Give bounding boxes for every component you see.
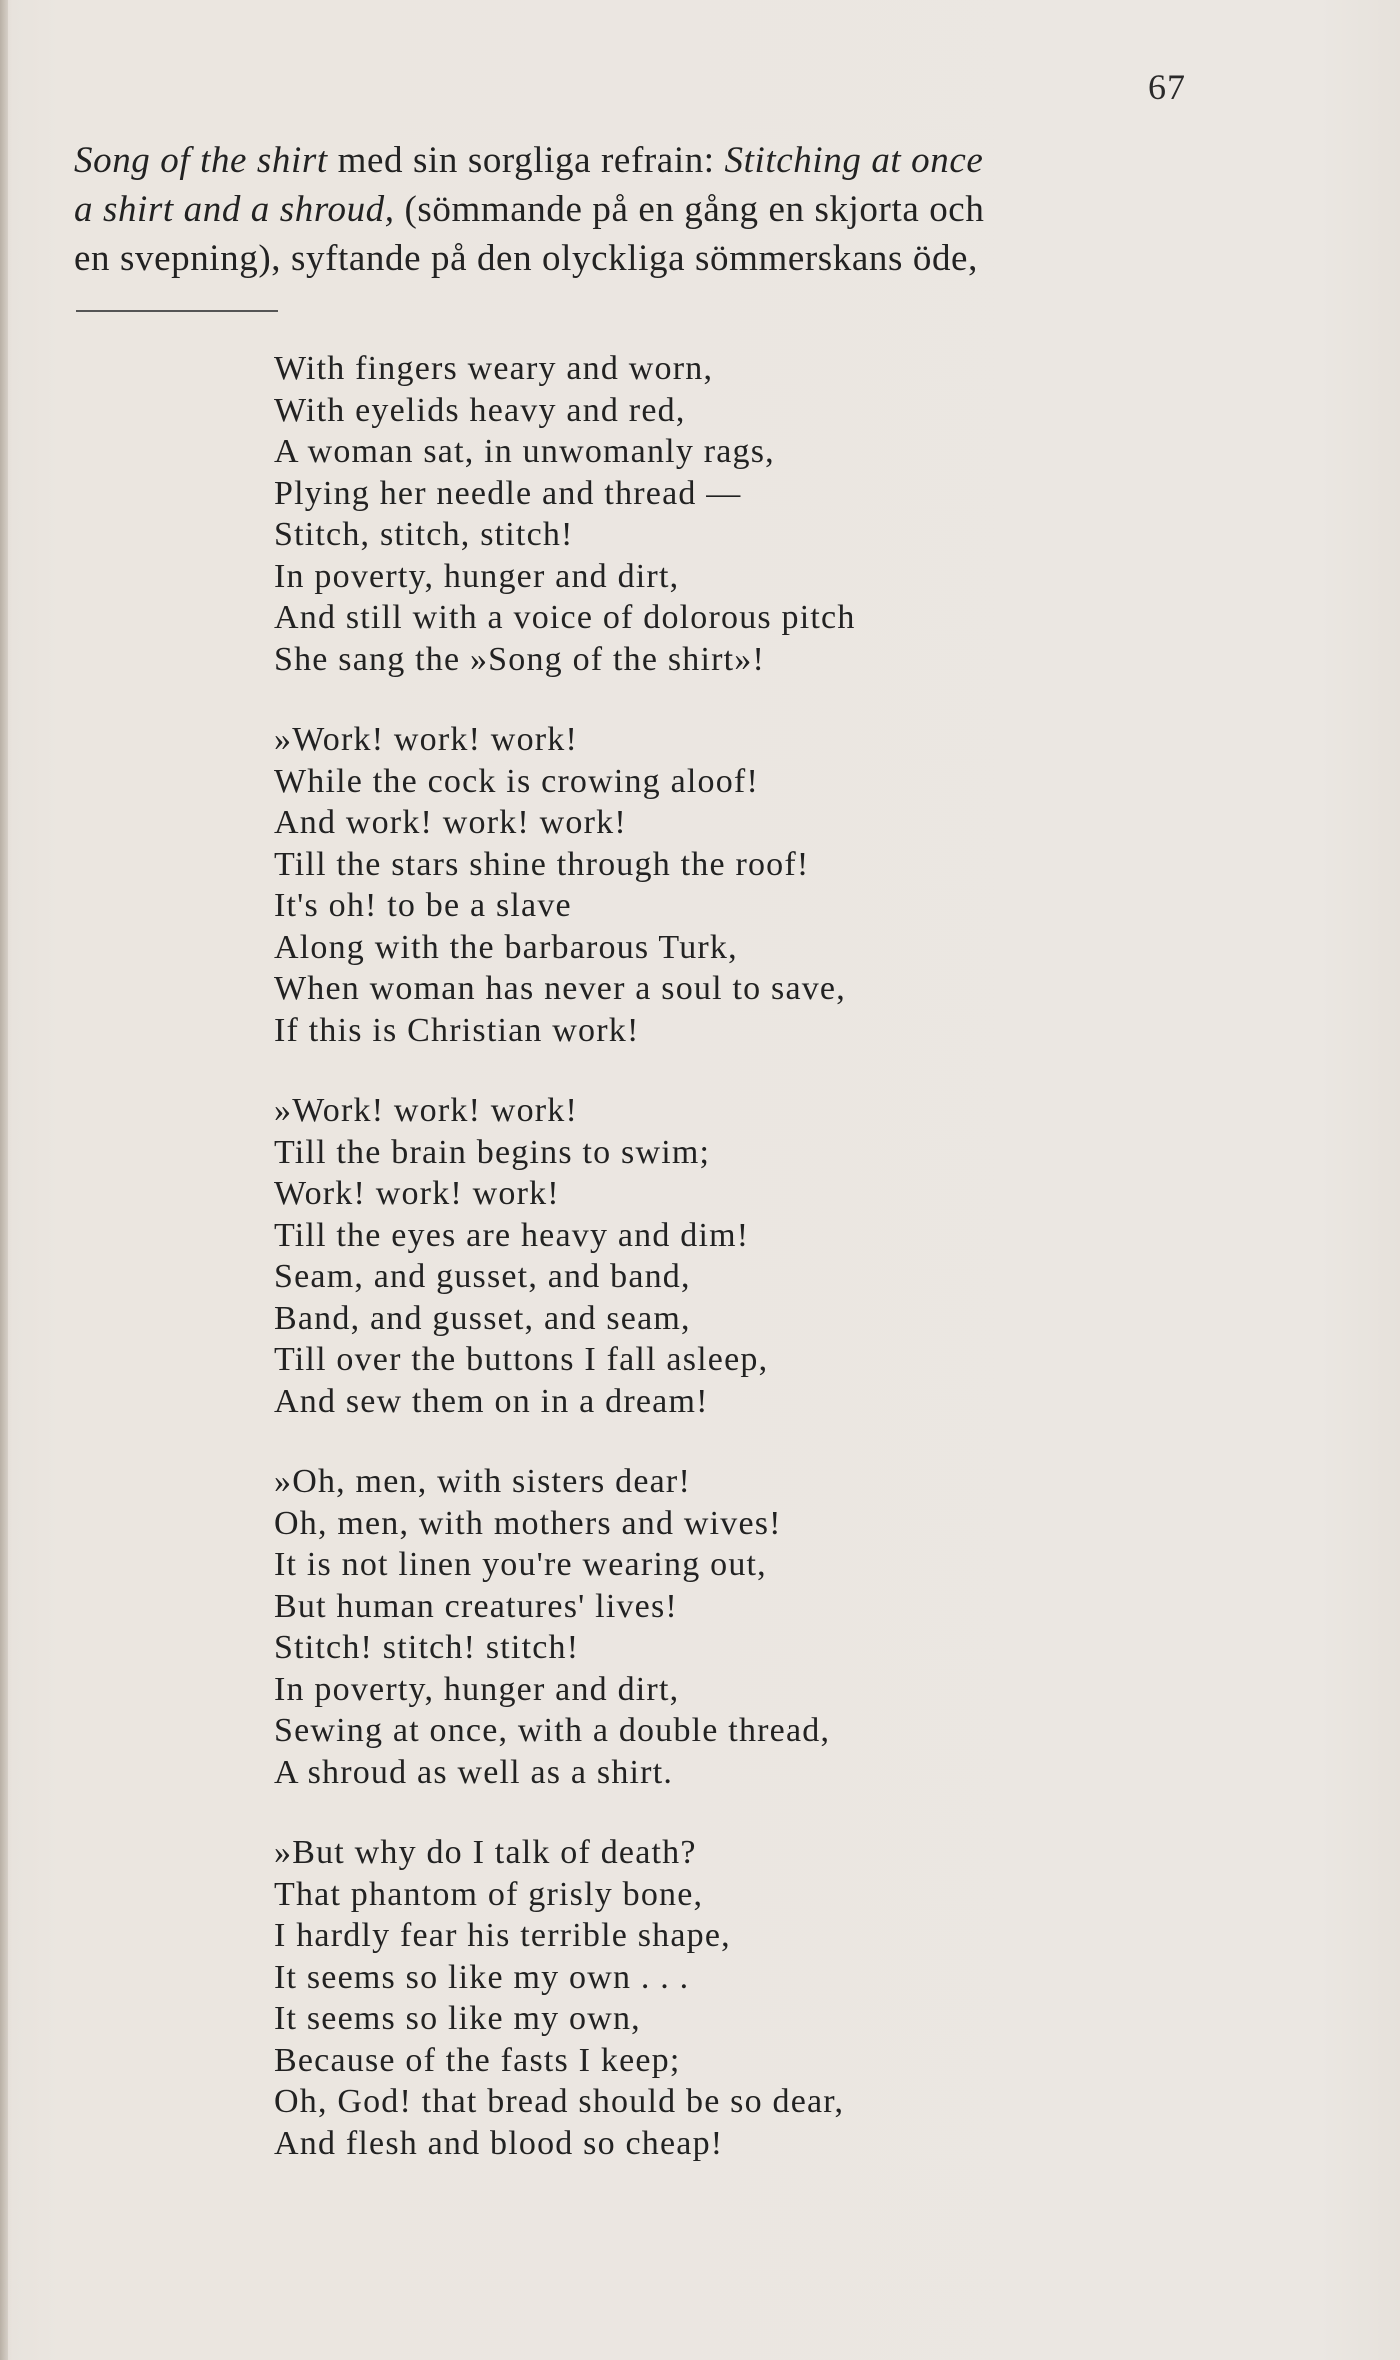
- section-divider: [76, 310, 278, 312]
- poem-line: »Work! work! work!: [274, 721, 579, 758]
- intro-text-reference: en svepning), syftande på den olyckliga sömmerskans öde,: [74, 238, 978, 279]
- poem-line: While the cock is crowing aloof!: [274, 762, 759, 800]
- poem-line: Because of the fasts I keep;: [274, 2041, 681, 2079]
- poem-line: It is not linen you're wearing out,: [274, 1546, 767, 1583]
- poem-line: When woman has never a soul to save,: [274, 970, 846, 1007]
- poem-line: It's oh! to be a slave: [274, 887, 572, 924]
- poem-line: Till over the buttons I fall asleep,: [274, 1341, 769, 1378]
- poem-line: Stitch! stitch! stitch!: [274, 1629, 580, 1666]
- poem-line: If this is Christian work!: [274, 1011, 640, 1049]
- intro-italic-refrain-start: Stitching at once: [724, 140, 984, 181]
- poem-line: Oh, God! that bread should be so dear,: [274, 2083, 845, 2120]
- poem-line: »Oh, men, with sisters dear!: [274, 1463, 691, 1500]
- intro-text-translation: (sömmande på en gång en skjorta och: [394, 189, 985, 230]
- poem-line: Till the stars shine through the roof!: [274, 845, 810, 883]
- poem-line: Sewing at once, with a double thread,: [274, 1712, 831, 1749]
- poem-line: With eyelids heavy and red,: [274, 391, 686, 429]
- poem-line: I hardly fear his terrible shape,: [274, 1917, 731, 1954]
- poem: [274, 348, 1094, 2203]
- poem-line: Along with the barbarous Turk,: [274, 928, 738, 966]
- intro-line-2: [74, 185, 1254, 234]
- poem-line: With fingers weary and worn,: [274, 350, 714, 387]
- intro-italic-refrain-end: a shirt and a shroud,: [74, 189, 395, 230]
- intro-italic-song-title: Song of the shirt: [74, 140, 328, 181]
- poem-line: And flesh and blood so cheap!: [274, 2124, 724, 2162]
- intro-text-refrain: med sin sorgliga refrain:: [327, 140, 725, 181]
- poem-line: But human creatures' lives!: [274, 1587, 678, 1625]
- poem-line: In poverty, hunger and dirt,: [274, 1670, 680, 1708]
- poem-line: Work! work! work!: [274, 1175, 560, 1212]
- poem-line: It seems so like my own,: [274, 2000, 641, 2037]
- poem-line: Stitch, stitch, stitch!: [274, 516, 574, 553]
- intro-line-1: [74, 136, 1254, 185]
- poem-line: It seems so like my own . . .: [274, 1958, 690, 1996]
- poem-line: Band, and gusset, and seam,: [274, 1299, 691, 1337]
- poem-line: A woman sat, in unwomanly rags,: [274, 433, 775, 470]
- poem-stanza: [274, 1461, 1094, 1793]
- poem-line: And sew them on in a dream!: [274, 1382, 709, 1420]
- poem-stanza: [274, 1090, 1094, 1422]
- poem-stanza: [274, 1832, 1094, 2164]
- poem-line: In poverty, hunger and dirt,: [274, 557, 680, 595]
- poem-line: Oh, men, with mothers and wives!: [274, 1504, 782, 1542]
- poem-line: »Work! work! work!: [274, 1092, 579, 1129]
- intro-paragraph: [74, 136, 1254, 283]
- poem-line: »But why do I talk of death?: [274, 1834, 697, 1871]
- poem-line: And still with a voice of dolorous pitch: [274, 599, 856, 636]
- poem-line: And work! work! work!: [274, 804, 627, 841]
- poem-line: Seam, and gusset, and band,: [274, 1258, 691, 1295]
- page-number: 67: [1148, 67, 1186, 107]
- poem-line: A shroud as well as a shirt.: [274, 1753, 674, 1791]
- poem-line: That phantom of grisly bone,: [274, 1875, 704, 1913]
- poem-line: Till the brain begins to swim;: [274, 1133, 711, 1171]
- intro-line-3: [74, 234, 1254, 283]
- poem-line: Till the eyes are heavy and dim!: [274, 1216, 750, 1254]
- poem-line: She sang the »Song of the shirt»!: [274, 640, 765, 678]
- poem-line: Plying her needle and thread —: [274, 474, 742, 512]
- page-binding-edge: [0, 0, 8, 2360]
- poem-stanza: [274, 719, 1094, 1051]
- poem-stanza: [274, 348, 1094, 680]
